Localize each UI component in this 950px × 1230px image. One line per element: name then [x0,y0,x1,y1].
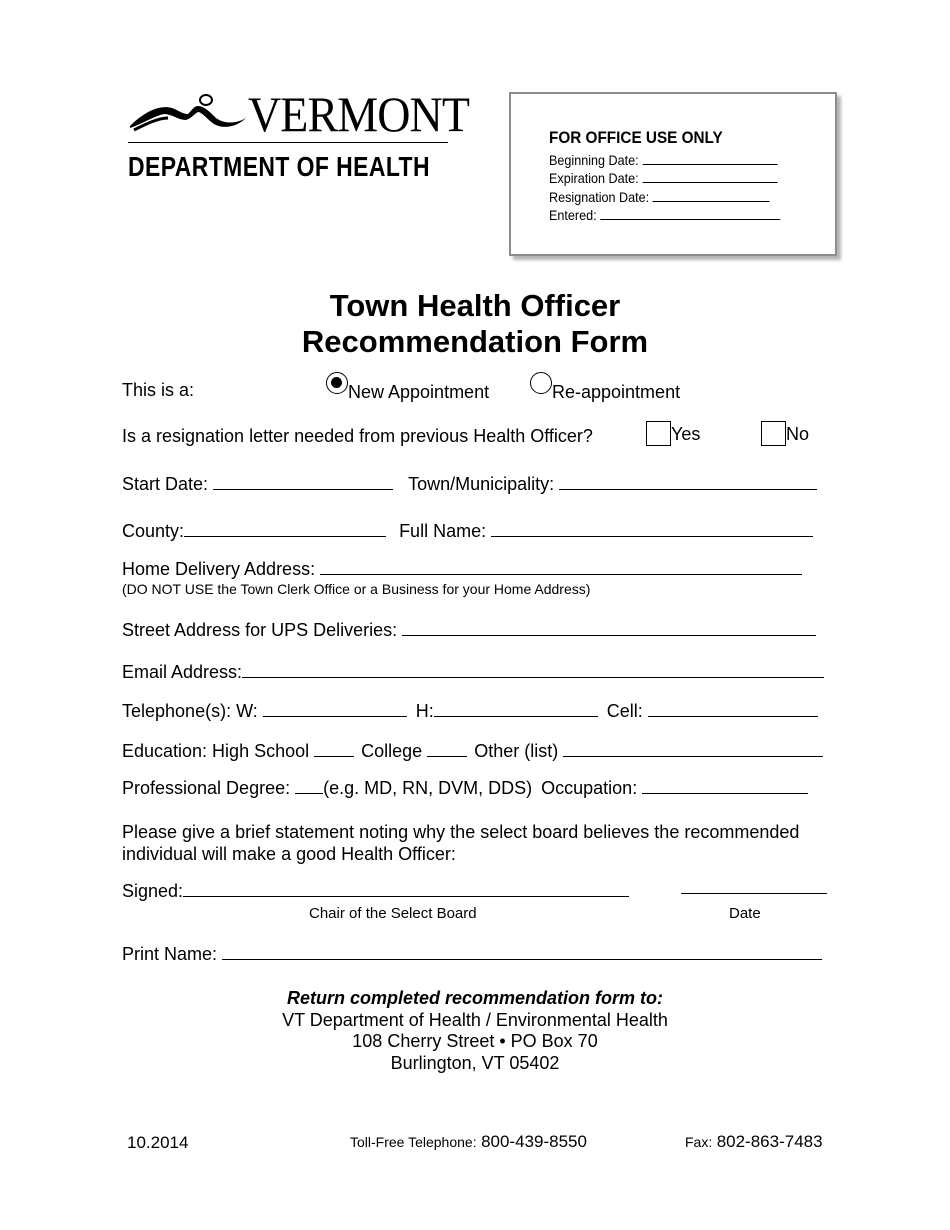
education-row [122,741,823,762]
fax-number-block [685,1132,823,1152]
education-label: Education: High School [122,741,310,761]
other-education-field[interactable] [563,755,823,757]
start-date-row [122,474,817,495]
start-date-field[interactable] [213,488,393,490]
entered-label: Entered: [549,207,597,223]
title-line-2: Recommendation Form [301,324,649,359]
entered-row [549,207,780,223]
county-label: County: [122,521,185,541]
home-address-note: (DO NOT USE the Town Clerk Office or a Business for your Home Address) [122,581,591,597]
resignation-date-label: Resignation Date: [549,189,650,205]
telephone-work-field[interactable] [263,715,407,717]
toll-free-phone [350,1132,587,1152]
chair-caption: Chair of the Select Board [309,905,477,922]
occupation-label: Occupation: [541,778,638,798]
fax-number: 802-863-7483 [716,1132,823,1151]
resignation-yes-option[interactable] [646,421,700,446]
signed-label: Signed: [122,881,184,901]
college-field[interactable] [427,755,467,757]
email-label: Email Address: [122,662,243,682]
date-row [681,881,827,899]
full-name-label: Full Name: [399,521,487,541]
yes-checkbox[interactable] [646,421,671,446]
print-name-label: Print Name: [122,944,218,964]
entered-field[interactable] [600,218,780,220]
resignation-date-row [549,189,770,205]
resignation-question: Is a resignation letter needed from previous Health Officer? [122,426,593,446]
return-line-2: 108 Cherry Street • PO Box 70 [352,1031,598,1051]
college-label: College [361,741,423,761]
fax-label: Fax: [685,1134,713,1150]
degree-label: Professional Degree: [122,778,291,798]
town-label: Town/Municipality: [408,474,555,494]
home-address-row [122,559,802,580]
signature-date-field[interactable] [681,892,827,894]
toll-free-number: 800-439-8550 [481,1132,587,1151]
office-use-title: FOR OFFICE USE ONLY [549,128,723,147]
resignation-no-option[interactable] [761,421,809,446]
return-address-block [0,988,950,1074]
county-field[interactable] [184,535,386,537]
toll-free-label: Toll-Free Telephone: [350,1134,477,1150]
logo-divider [128,142,448,143]
title-line-1: Town Health Officer [329,288,621,323]
town-field[interactable] [559,488,817,490]
email-row [122,662,824,683]
return-line-3: Burlington, VT 05402 [390,1052,560,1073]
print-name-field[interactable] [222,958,822,960]
ups-address-field[interactable] [402,634,816,636]
reappointment-option[interactable] [530,372,681,402]
expiration-date-field[interactable] [642,181,777,183]
degree-row [122,778,808,799]
beginning-date-label: Beginning Date: [549,152,639,168]
return-heading: Return completed recommendation form to: [286,988,664,1008]
this-is-a-label: This is a: [122,380,195,400]
degree-examples: (e.g. MD, RN, DVM, DDS) [323,778,533,798]
resignation-date-field[interactable] [653,200,770,202]
signature-field[interactable] [183,895,629,897]
statement-line-2: individual will make a good Health Officer: [122,844,456,864]
high-school-field[interactable] [314,755,354,757]
reappointment-radio[interactable] [530,372,552,394]
degree-field[interactable] [295,792,323,794]
new-appointment-radio[interactable] [326,372,348,394]
vermont-health-logo [128,86,470,186]
beginning-date-row [549,152,777,168]
email-field[interactable] [242,676,824,678]
return-line-1: VT Department of Health / Environmental Health [282,1009,668,1030]
home-address-label: Home Delivery Address: [122,559,316,579]
office-use-box [509,92,837,256]
mountain-bird-icon [128,88,252,138]
no-label: No [786,424,810,444]
full-name-field[interactable] [491,535,813,537]
telephone-home-label: H: [415,701,434,721]
expiration-date-row [549,170,777,186]
form-title [0,288,950,360]
logo-wordmark: VERMONT [248,86,470,142]
expiration-date-label: Expiration Date: [549,170,639,186]
statement-prompt [122,821,799,865]
signed-row [122,881,629,902]
new-appointment-label: New Appointment [348,382,490,402]
occupation-field[interactable] [642,792,808,794]
telephone-cell-label: Cell: [606,701,643,721]
new-appointment-option[interactable] [326,372,490,402]
home-address-field[interactable] [320,573,802,575]
telephone-cell-field[interactable] [648,715,818,717]
form-version: 10.2014 [127,1133,189,1152]
ups-address-label: Street Address for UPS Deliveries: [122,620,398,640]
telephone-row [122,701,818,722]
beginning-date-field[interactable] [642,163,777,165]
statement-line-1: Please give a brief statement noting why the select board believes the recommended [122,822,800,842]
yes-label: Yes [671,424,701,444]
print-name-row [122,944,822,965]
no-checkbox[interactable] [761,421,786,446]
start-date-label: Start Date: [122,474,209,494]
county-row [122,521,813,542]
department-name: DEPARTMENT OF HEALTH [128,151,430,182]
telephone-work-label: Telephone(s): W: [122,701,258,721]
date-caption: Date [729,905,761,922]
other-label: Other (list) [474,741,559,761]
reappointment-label: Re-appointment [552,382,681,402]
telephone-home-field[interactable] [434,715,598,717]
ups-address-row [122,620,816,641]
